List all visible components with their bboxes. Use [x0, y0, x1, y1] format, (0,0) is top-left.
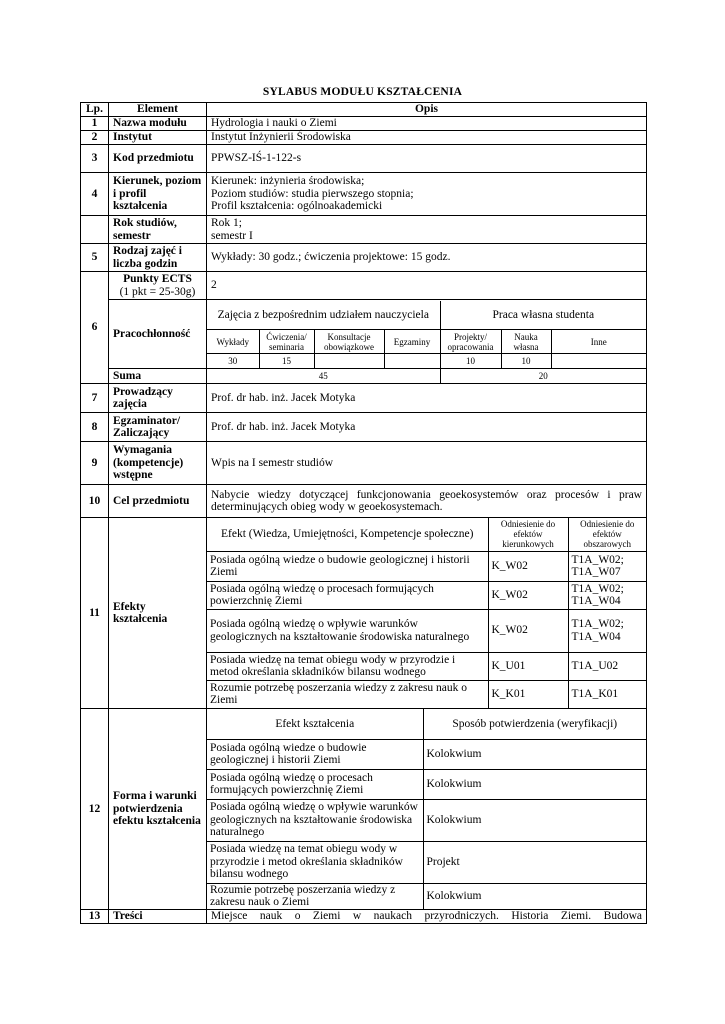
verification-effect: Posiada ogólną wiedze o budowie geologicznej i historii Ziemi — [207, 739, 423, 769]
col-cwiczenia: Ćwiczenia/ seminaria — [259, 330, 314, 354]
element-value: Prof. dr hab. inż. Jacek Motyka — [207, 413, 647, 442]
effect-text: Posiada wiedzę na temat obiegu wody w przyrodzie i metod określania składników bilansu wodnego — [207, 652, 488, 680]
ects-value: 2 — [207, 272, 647, 300]
efekty-grid — [207, 518, 647, 709]
val-nauka-wlasna: 10 — [501, 354, 551, 368]
kierunek-line: Kierunek: inżynieria środowiska; — [211, 175, 365, 188]
workload-grid — [207, 300, 647, 369]
val-projekty: 10 — [440, 354, 501, 368]
verification-row — [207, 799, 646, 841]
effect-row — [207, 551, 646, 581]
row-number: 2 — [81, 131, 109, 145]
row-number: 12 — [81, 709, 109, 910]
element-label: Treści — [109, 909, 207, 923]
val-cwiczenia: 15 — [259, 354, 314, 368]
verification-effect: Posiada wiedzę na temat obiegu wody w przyrodzie i metod określania składników bilansu wodnego — [207, 841, 423, 883]
col-nauka-wlasna: Nauka własna — [501, 330, 551, 354]
row-number: 13 — [81, 909, 109, 923]
row-pracochlonnosc — [81, 300, 647, 369]
suma-self: 20 — [440, 369, 646, 383]
effect-obsz: T1A_W02; T1A_W07 — [568, 551, 646, 581]
weryfikacja-header-method: Sposób potwierdzenia (weryfikacji) — [423, 709, 646, 739]
profil-line: Profil kształcenia: ogólnoakademicki — [211, 200, 383, 213]
val-egzaminy — [384, 354, 440, 368]
row-number: 1 — [81, 117, 109, 131]
element-label: Prowadzący zajęcia — [109, 384, 207, 413]
ects-label: Punkty ECTS — [123, 273, 192, 285]
efekty-table — [207, 518, 646, 708]
effect-text: Posiada ogólną wiedze o budowie geologicznej i historii Ziemi — [207, 551, 488, 581]
val-inne — [551, 354, 646, 368]
row-number: 8 — [81, 413, 109, 442]
element-label: Efekty kształcenia — [109, 518, 207, 709]
element-value: Hydrologia i nauki o Ziemi — [207, 117, 647, 131]
verification-method: Kolokwium — [423, 769, 646, 799]
effect-obsz: T1A_U02 — [568, 652, 646, 680]
element-value: Wykłady: 30 godz.; ćwiczenia projektowe: 15 godz. — [207, 244, 647, 272]
element-value — [207, 173, 647, 216]
row-number: 10 — [81, 485, 109, 518]
group-header-self: Praca własna studenta — [440, 301, 646, 330]
row-tresci — [81, 909, 647, 923]
row-prowadzacy — [81, 384, 647, 413]
element-label: Forma i warunki potwierdzenia efektu kształcenia — [109, 709, 207, 910]
col-projekty: Projekty/ opracowania — [440, 330, 501, 354]
val-konsultacje — [314, 354, 384, 368]
element-label: Kierunek, poziom i profil kształcenia — [109, 173, 207, 216]
header-opis: Opis — [207, 103, 647, 117]
rok-line: Rok 1; — [211, 217, 242, 229]
poziom-line: Poziom studiów: studia pierwszego stopnia; — [211, 187, 414, 200]
verification-row — [207, 841, 646, 883]
ects-label-cell — [109, 272, 207, 300]
row-kierunek — [81, 173, 647, 216]
verification-method: Kolokwium — [423, 739, 646, 769]
col-egzaminy: Egzaminy — [384, 330, 440, 354]
efekty-header-kier: Odniesienie do efektów kierunkowych — [488, 518, 568, 551]
element-value: Prof. dr hab. inż. Jacek Motyka — [207, 384, 647, 413]
effect-text: Rozumie potrzebę poszerzania wiedzy z zakresu nauk o Ziemi — [207, 680, 488, 708]
workload-table — [207, 301, 646, 368]
effect-obsz: T1A_W02; T1A_W04 — [568, 581, 646, 609]
verification-effect: Rozumie potrzebę poszerzania wiedzy z zakresu nauk o Ziemi — [207, 883, 423, 909]
ects-note: (1 pkt = 25-30g) — [119, 285, 196, 298]
weryfikacja-table — [207, 709, 646, 909]
effect-text: Posiada ogólną wiedzę o wpływie warunków geologicznych na kształtowanie środowiska naturalnego — [207, 609, 488, 652]
element-value — [207, 216, 647, 244]
effect-kier: K_W02 — [488, 581, 568, 609]
element-label: Cel przedmiotu — [109, 485, 207, 518]
suma-teacher: 45 — [207, 369, 440, 383]
element-value: Instytut Inżynierii Środowiska — [207, 131, 647, 145]
efekty-header-effect: Efekt (Wiedza, Umiejętności, Kompetencje społeczne) — [207, 518, 488, 551]
element-value: Wpis na I semestr studiów — [207, 442, 647, 485]
element-value: Miejsce nauk o Ziemi w naukach przyrodniczych. Historia Ziemi. Budowa — [207, 909, 647, 923]
header-element: Element — [109, 103, 207, 117]
element-label: Kod przedmiotu — [109, 145, 207, 173]
row-nazwa-modulu — [81, 117, 647, 131]
element-label: Rodzaj zajęć i liczba godzin — [109, 244, 207, 272]
effect-kier: K_W02 — [488, 609, 568, 652]
col-wyklady: Wykłady — [207, 330, 259, 354]
row-egzaminator — [81, 413, 647, 442]
element-label: Instytut — [109, 131, 207, 145]
row-number — [81, 216, 109, 244]
element-value: PPWSZ-IŚ-1-122-s — [207, 145, 647, 173]
effect-obsz: T1A_W02; T1A_W04 — [568, 609, 646, 652]
col-inne: Inne — [551, 330, 646, 354]
efekty-header-obsz: Odniesienie do efektów obszarowych — [568, 518, 646, 551]
effect-kier: K_U01 — [488, 652, 568, 680]
val-wyklady: 30 — [207, 354, 259, 368]
effect-kier: K_W02 — [488, 551, 568, 581]
row-forma-potwierdzenia — [81, 709, 647, 910]
element-value: Nabycie wiedzy dotyczącej funkcjonowania geoekosystemów oraz procesów i praw determinujących obieg wody w geoekosystemach. — [207, 485, 647, 518]
suma-grid — [207, 369, 647, 384]
row-number: 3 — [81, 145, 109, 173]
row-wymagania — [81, 442, 647, 485]
verification-effect: Posiada ogólną wiedzę o wpływie warunków geologicznych na kształtowanie środowiska naturalnego — [207, 799, 423, 841]
effect-obsz: T1A_K01 — [568, 680, 646, 708]
weryfikacja-header-effect: Efekt kształcenia — [207, 709, 423, 739]
effect-row — [207, 652, 646, 680]
row-suma — [81, 369, 647, 384]
element-label: Wymagania (kompetencje) wstępne — [109, 442, 207, 485]
verification-row — [207, 883, 646, 909]
verification-row — [207, 739, 646, 769]
verification-method: Kolokwium — [423, 799, 646, 841]
element-label: Nazwa modułu — [109, 117, 207, 131]
row-number: 7 — [81, 384, 109, 413]
verification-method: Projekt — [423, 841, 646, 883]
effect-row — [207, 680, 646, 708]
weryfikacja-grid — [207, 709, 647, 910]
row-rok-studiow — [81, 216, 647, 244]
effect-row — [207, 581, 646, 609]
col-konsultacje: Konsultacje obowiązkowe — [314, 330, 384, 354]
document-title: SYLABUS MODUŁU KSZTAŁCENIA — [262, 86, 463, 98]
element-label: Rok studiów, semestr — [109, 216, 207, 244]
header-lp: Lp. — [81, 103, 109, 117]
semestr-line: semestr I — [211, 229, 253, 242]
row-punkty-ects — [81, 272, 647, 300]
verification-row — [207, 769, 646, 799]
element-label: Egzaminator/ Zaliczający — [109, 413, 207, 442]
verification-method: Kolokwium — [423, 883, 646, 909]
header-row — [81, 103, 647, 117]
row-instytut — [81, 131, 647, 145]
effect-kier: K_K01 — [488, 680, 568, 708]
row-efekty — [81, 518, 647, 709]
row-number: 4 — [81, 173, 109, 216]
element-label: Suma — [109, 369, 207, 384]
effect-row — [207, 609, 646, 652]
row-number: 9 — [81, 442, 109, 485]
syllabus-table — [80, 102, 647, 924]
row-number: 5 — [81, 244, 109, 272]
row-cel-przedmiotu — [81, 485, 647, 518]
row-kod-przedmiotu — [81, 145, 647, 173]
effect-text: Posiada ogólną wiedzę o procesach formujących powierzchnię Ziemi — [207, 581, 488, 609]
row-number: 6 — [81, 272, 109, 384]
group-header-teacher: Zajęcia z bezpośrednim udziałem nauczyciela — [207, 301, 440, 330]
row-number: 11 — [81, 518, 109, 709]
element-label: Pracochłonność — [109, 300, 207, 369]
row-rodzaj-zajec — [81, 244, 647, 272]
verification-effect: Posiada ogólną wiedzę o procesach formujących powierzchnię Ziemi — [207, 769, 423, 799]
